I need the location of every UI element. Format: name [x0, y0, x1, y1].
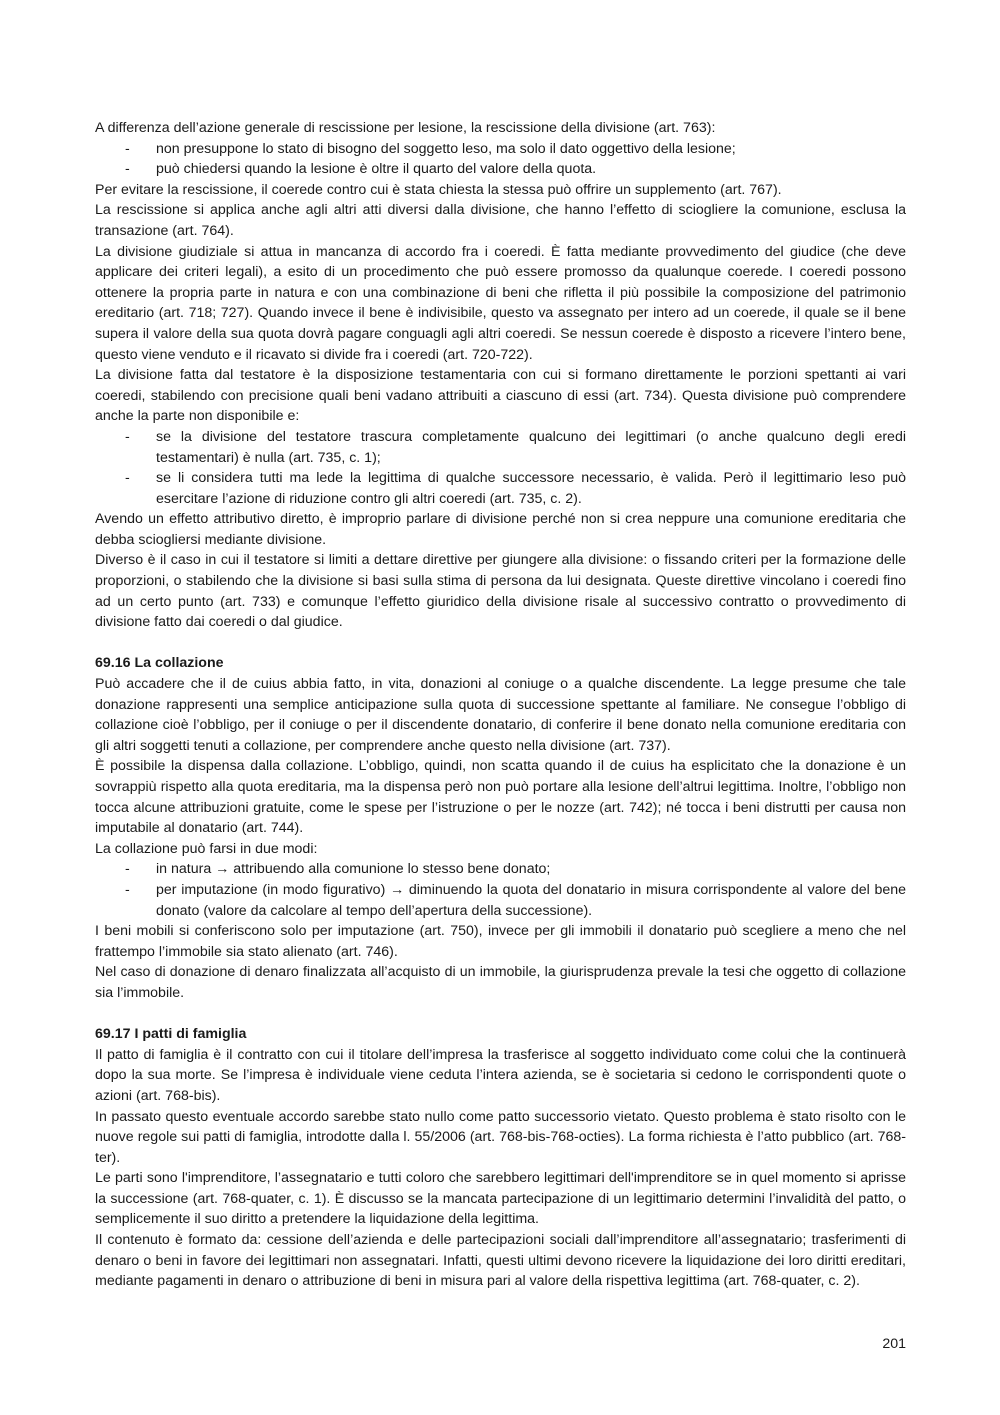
list-item: - non presuppone lo stato di bisogno del soggetto leso, ma solo il dato oggettivo della lesione;: [95, 139, 906, 160]
list-item: - se la divisione del testatore trascura completamente qualcuno dei legittimari (o anche qualcuno degli eredi testamentari) è nulla (art. 735, c. 1);: [95, 427, 906, 468]
paragraph: Per evitare la rescissione, il coerede contro cui è stata chiesta la stessa può offrire un supplemento (art. 767).: [95, 181, 782, 198]
bullet-list: [95, 427, 906, 509]
bullet-list: [95, 859, 906, 921]
section-spacer: [95, 1004, 906, 1025]
list-item: - in natura → attribuendo alla comunione lo stesso bene donato;: [95, 859, 906, 880]
page-number: 201: [882, 1336, 906, 1352]
list-item: - per imputazione (in modo figurativo) → diminuendo la quota del donatario in misura corrispondente al valore del bene donato (valore da calcolare al tempo dell’apertura della successione).: [95, 880, 906, 921]
section-spacer: [95, 633, 906, 654]
paragraph: La rescissione si applica anche agli altri atti diversi dalla divisione, che hanno l’effetto di sciogliere la comunione, esclusa la transazione (art. 764).: [95, 202, 906, 239]
paragraph: I beni mobili si conferiscono solo per imputazione (art. 750), invece per gli immobili il donatario può scegliere a meno che nel frattempo l’immobile sia stato alienato (art. 746).: [95, 923, 906, 960]
paragraph: La divisione fatta dal testatore è la disposizione testamentaria con cui si formano direttamente le porzioni spettanti ai vari coeredi, stabilendo con precisione quali beni vadano attribuiti a ciascuno di essi (art. 734). Questa divisione può comprendere anche la parte non disponibile e:: [95, 367, 906, 425]
section-heading: 69.17 I patti di famiglia: [95, 1026, 247, 1043]
paragraph: Avendo un effetto attributivo diretto, è improprio parlare di divisione perché non si crea neppure una comunione ereditaria che debba sciogliersi mediante divisione.: [95, 511, 906, 548]
list-item: - se li considera tutti ma lede la legittima di qualche successore necessario, è valida. Però il legittimario leso può esercitare l’azione di riduzione contro gli altri coeredi (art. 735, c. 2).: [95, 468, 906, 509]
paragraph: A differenza dell’azione generale di rescissione per lesione, la rescissione della divisione (art. 763):: [95, 120, 716, 136]
paragraph: Il contenuto è formato da: cessione dell’azienda e delle partecipazioni sociali dall’imprenditore all’assegnatario; trasferimenti di denaro o beni in favore dei legittimari non assegnatari. Infatti, questi ultimi devono ricevere la liquidazione dei loro diritti ereditari, mediante pagamenti in denaro o attribuzione di beni in misura pari al valore della rispettiva legittima (art. 768-quater, c. 2).: [95, 1232, 906, 1290]
list-item: - può chiedersi quando la lesione è oltre il quarto del valore della quota.: [95, 159, 906, 180]
paragraph: Le parti sono l'imprenditore, l’assegnatario e tutti coloro che sarebbero legittimari dell'imprenditore se in quel momento si aprisse la successione (art. 768-quater, c. 1). È discusso se la mancata partecipazione di un legittimario determini l’invalidità del patto, o semplicemente il suo diritto a pretendere la liquidazione della legittima.: [95, 1170, 906, 1228]
paragraph: In passato questo eventuale accordo sarebbe stato nullo come patto successorio vietato. Questo problema è stato risolto con le nuove regole sui patti di famiglia, introdotte dalla l. 55/2006 (art. 768-bis-768-octies). La forma richiesta è l’atto pubblico (art. 768-ter).: [95, 1108, 906, 1166]
paragraph: Nel caso di donazione di denaro finalizzata all’acquisto di un immobile, la giurisprudenza prevale la tesi che oggetto di collazione sia l’immobile.: [95, 964, 906, 1001]
section-heading: 69.16 La collazione: [95, 655, 224, 672]
paragraph: È possibile la dispensa dalla collazione. L’obbligo, quindi, non scatta quando il de cuius ha esplicitato che la donazione è un sovrappiù rispetto alla quota ereditaria, ma la dispensa però non può portare alla lesione dell’altrui legittima. Inoltre, l’obbligo non tocca alcune attribuzioni gratuite, come le spese per l’istruzione o per le nozze (art. 742); né tocca i beni distrutti per causa non imputabile al donatario (art. 744).: [95, 758, 906, 837]
paragraph: Diverso è il caso in cui il testatore si limiti a dettare direttive per giungere alla divisione: o fissando criteri per la formazione delle proporzioni, o stabilendo che la divisione si basi sulla stima di persona da lui designata. Queste direttive vincolano i coeredi fino ad un certo punto (art. 733) e comunque l’effetto giuridico della divisione risale al successivo contratto o provvedimento di divisione fatto dai coeredi o dal giudice.: [95, 552, 906, 631]
paragraph: Può accadere che il de cuius abbia fatto, in vita, donazioni al coniuge o a qualche discendente. La legge presume che tale donazione rappresenti una semplice anticipazione sulla quota di successione spettante al familiare. Ne consegue l’obbligo di collazione cioè l’obbligo, per il coniuge o per il discendente donatario, di conferire il bene donato nella comunione ereditaria con gli altri soggetti tenuti a collazione, per comprendere anche questo nella divisione (art. 737).: [95, 676, 906, 754]
document-body: [95, 118, 906, 1292]
bullet-list: [95, 139, 906, 180]
paragraph: Il patto di famiglia è il contratto con cui il titolare dell’impresa la trasferisce al soggetto individuato come colui che la continuerà dopo la sua morte. Se l’impresa è individuale viene ceduta l’intera azienda, se è societaria si cedono le corrispondenti quote o azioni (art. 768-bis).: [95, 1046, 906, 1104]
paragraph: La collazione può farsi in due modi:: [95, 840, 318, 857]
paragraph: La divisione giudiziale si attua in mancanza di accordo fra i coeredi. È fatta mediante provvedimento del giudice (che deve applicare dei criteri legali), a esito di un procedimento che può essere promosso da qualunque coerede. I coeredi possono ottenere la propria parte in natura e con una combinazione di beni che rifletta il più possibile la composizione del patrimonio ereditario (art. 718; 727). Quando invece il bene è indivisibile, questo va assegnato per intero ad un coerede, il quale se il bene supera il valore della sua quota dovrà pagare conguagli agli altri coeredi. Se nessun coerede è disposto a ricevere l’intero bene, questo viene venduto e il ricavato si divide fra i coeredi (art. 720-722).: [95, 243, 906, 363]
